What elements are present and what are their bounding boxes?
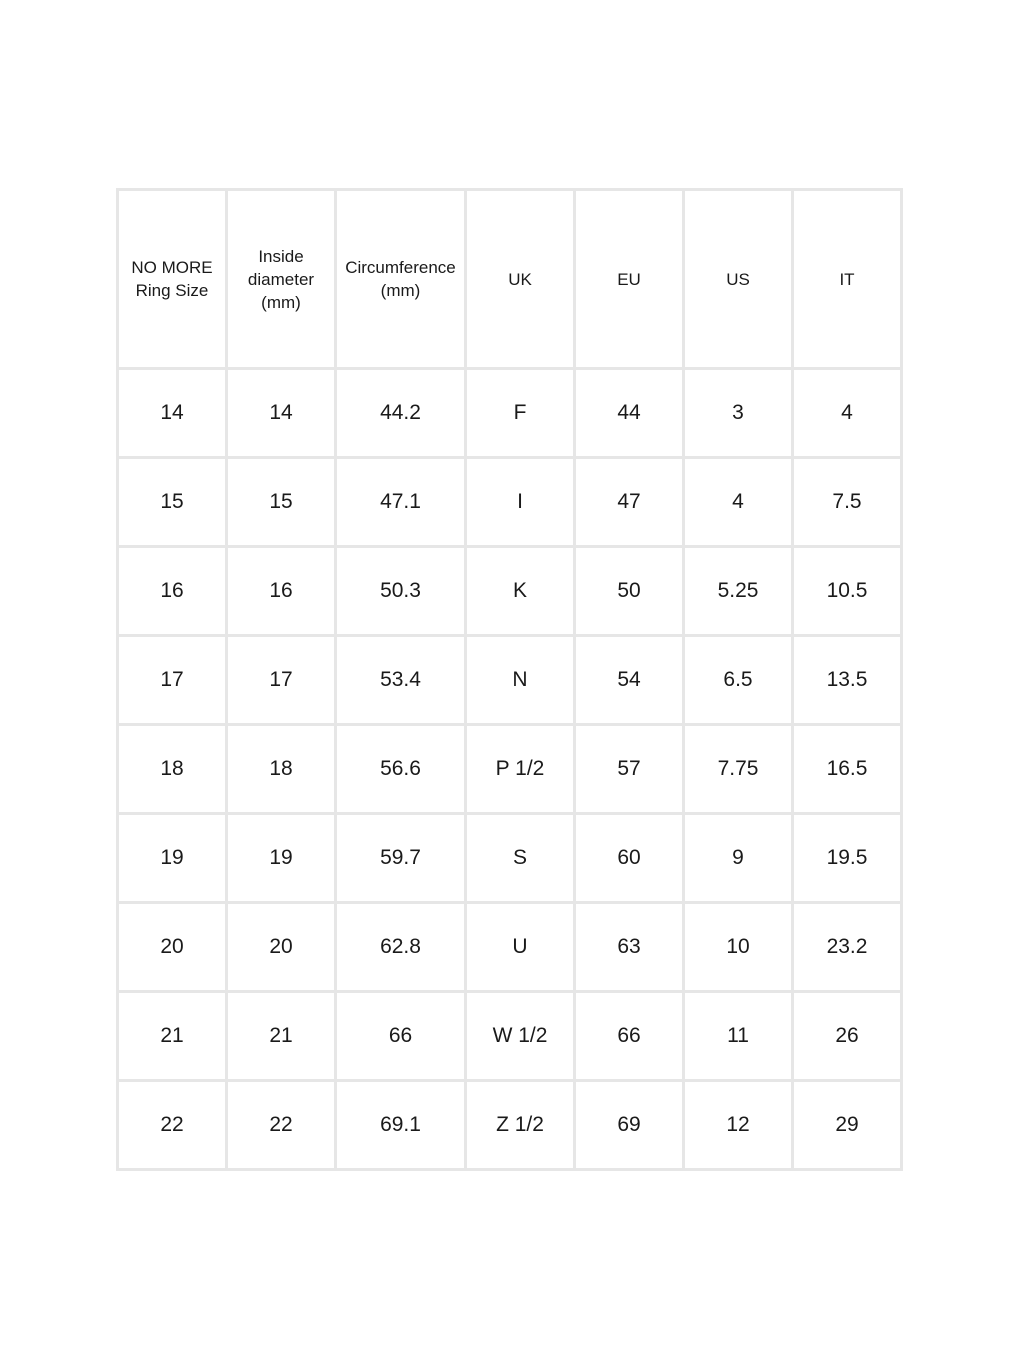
header-it: IT [793, 190, 902, 369]
cell-circumference: 44.2 [336, 369, 466, 458]
cell-circumference: 47.1 [336, 458, 466, 547]
cell-eu: 44 [575, 369, 684, 458]
cell-eu: 66 [575, 992, 684, 1081]
cell-circumference: 56.6 [336, 725, 466, 814]
cell-us: 12 [684, 1081, 793, 1170]
header-ring-size: NO MORE Ring Size [118, 190, 227, 369]
table-row [118, 369, 902, 458]
cell-inside-diameter: 19 [227, 814, 336, 903]
table-body [118, 369, 902, 1170]
table-row [118, 725, 902, 814]
cell-ring-size: 18 [118, 725, 227, 814]
cell-circumference: 59.7 [336, 814, 466, 903]
cell-uk: F [466, 369, 575, 458]
table-row [118, 992, 902, 1081]
cell-us: 11 [684, 992, 793, 1081]
cell-inside-diameter: 20 [227, 903, 336, 992]
cell-uk: N [466, 636, 575, 725]
cell-us: 6.5 [684, 636, 793, 725]
cell-uk: S [466, 814, 575, 903]
cell-inside-diameter: 15 [227, 458, 336, 547]
cell-ring-size: 20 [118, 903, 227, 992]
cell-us: 4 [684, 458, 793, 547]
header-inside-diameter: Inside diameter (mm) [227, 190, 336, 369]
cell-it: 7.5 [793, 458, 902, 547]
cell-us: 5.25 [684, 547, 793, 636]
header-circumference: Circumference (mm) [336, 190, 466, 369]
cell-it: 10.5 [793, 547, 902, 636]
cell-it: 13.5 [793, 636, 902, 725]
cell-it: 4 [793, 369, 902, 458]
cell-ring-size: 17 [118, 636, 227, 725]
header-row [118, 190, 902, 369]
cell-eu: 60 [575, 814, 684, 903]
cell-it: 19.5 [793, 814, 902, 903]
table-row [118, 1081, 902, 1170]
table-header [118, 190, 902, 369]
cell-ring-size: 15 [118, 458, 227, 547]
table-row [118, 547, 902, 636]
cell-ring-size: 16 [118, 547, 227, 636]
cell-eu: 63 [575, 903, 684, 992]
cell-it: 23.2 [793, 903, 902, 992]
cell-us: 10 [684, 903, 793, 992]
cell-inside-diameter: 21 [227, 992, 336, 1081]
cell-it: 16.5 [793, 725, 902, 814]
cell-eu: 50 [575, 547, 684, 636]
cell-inside-diameter: 18 [227, 725, 336, 814]
cell-circumference: 69.1 [336, 1081, 466, 1170]
cell-circumference: 53.4 [336, 636, 466, 725]
table-row [118, 458, 902, 547]
header-us: US [684, 190, 793, 369]
ring-size-table [116, 188, 903, 1171]
cell-ring-size: 21 [118, 992, 227, 1081]
header-uk: UK [466, 190, 575, 369]
cell-us: 7.75 [684, 725, 793, 814]
cell-circumference: 66 [336, 992, 466, 1081]
cell-uk: P 1/2 [466, 725, 575, 814]
cell-us: 9 [684, 814, 793, 903]
cell-ring-size: 19 [118, 814, 227, 903]
cell-it: 29 [793, 1081, 902, 1170]
cell-uk: I [466, 458, 575, 547]
cell-ring-size: 22 [118, 1081, 227, 1170]
cell-uk: Z 1/2 [466, 1081, 575, 1170]
cell-eu: 54 [575, 636, 684, 725]
cell-inside-diameter: 16 [227, 547, 336, 636]
cell-uk: K [466, 547, 575, 636]
header-eu: EU [575, 190, 684, 369]
table-row [118, 814, 902, 903]
cell-circumference: 50.3 [336, 547, 466, 636]
cell-eu: 47 [575, 458, 684, 547]
cell-it: 26 [793, 992, 902, 1081]
cell-uk: W 1/2 [466, 992, 575, 1081]
cell-us: 3 [684, 369, 793, 458]
cell-eu: 69 [575, 1081, 684, 1170]
cell-uk: U [466, 903, 575, 992]
cell-circumference: 62.8 [336, 903, 466, 992]
cell-inside-diameter: 14 [227, 369, 336, 458]
cell-eu: 57 [575, 725, 684, 814]
cell-ring-size: 14 [118, 369, 227, 458]
cell-inside-diameter: 22 [227, 1081, 336, 1170]
cell-inside-diameter: 17 [227, 636, 336, 725]
table-row [118, 636, 902, 725]
table-row [118, 903, 902, 992]
